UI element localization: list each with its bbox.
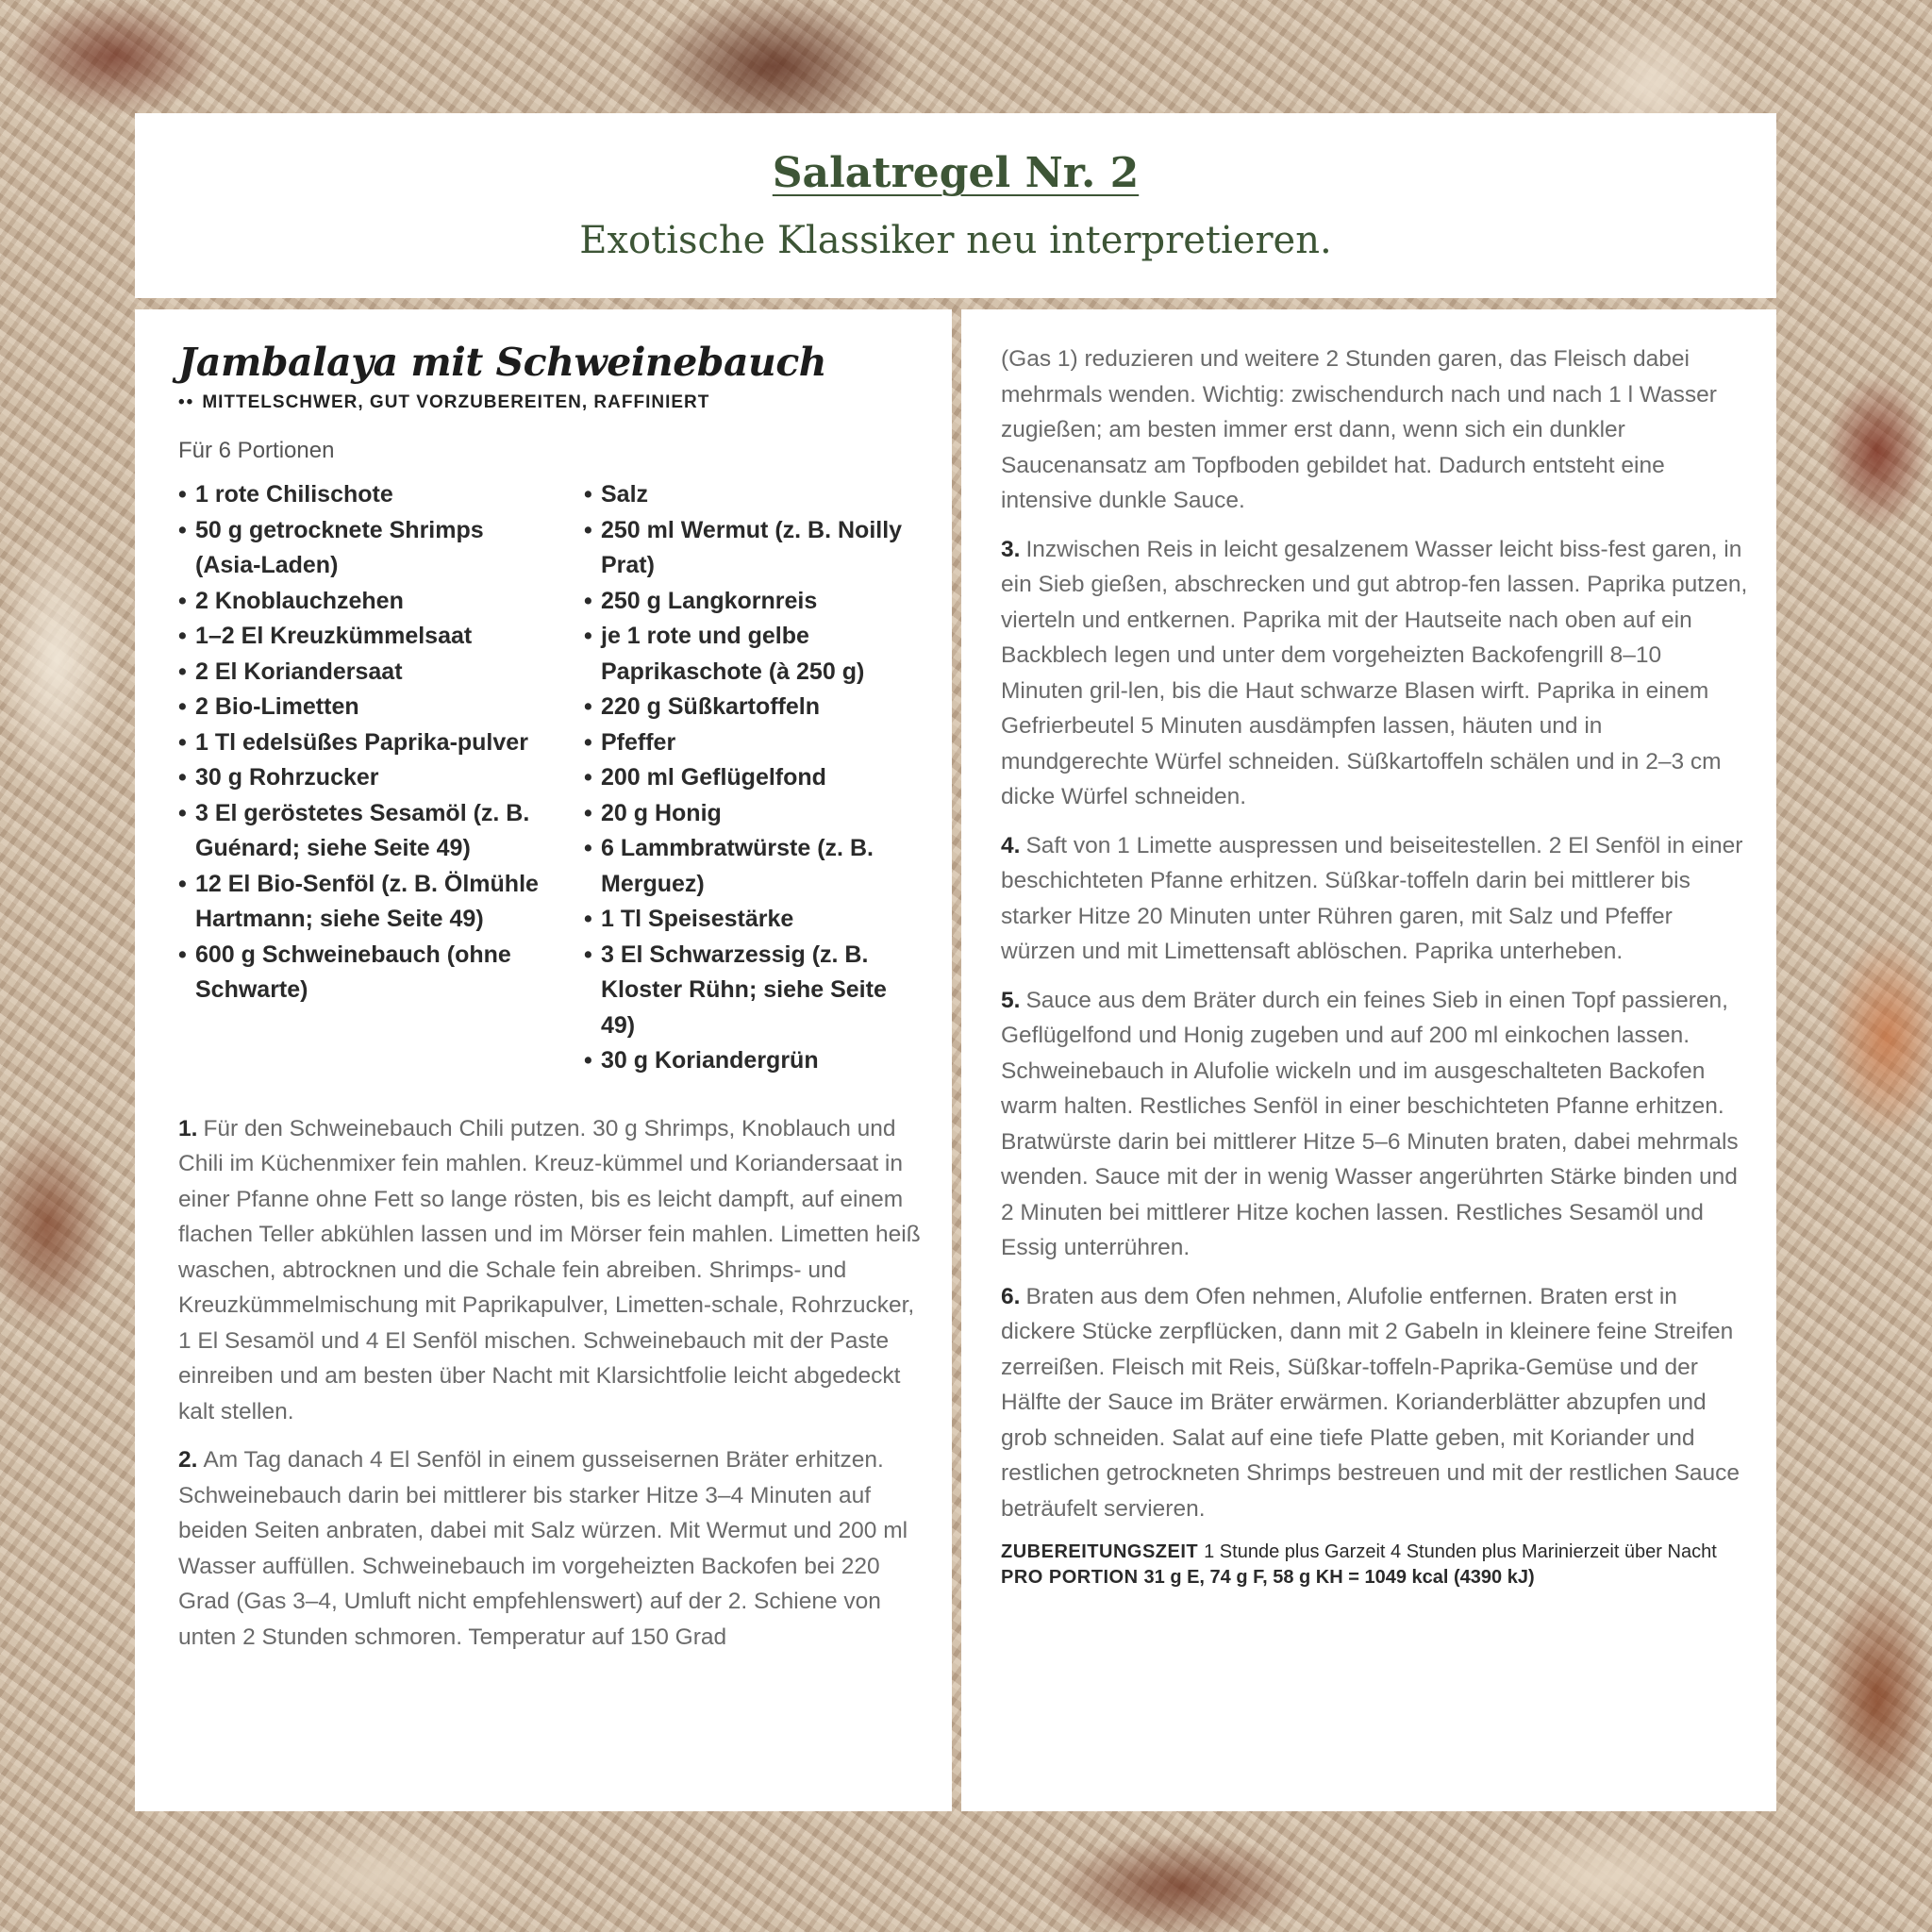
- step-text: Inzwischen Reis in leicht gesalzenem Wasser leicht biss-fest garen, in ein Sieb gießen, abschrecken und gut abtrop-fen lassen. Paprika putzen, vierteln und entkernen. Paprika mit der Hautseite nach oben auf ein Backblech legen und unter dem vorgeheizten Backofengrill 8–10 Minuten gril-len, bis die Haut schwarze Blasen wirft. Paprika in einem Gefrierbeutel 5 Minuten ausdämpfen lassen, häuten und in mundgerechte Würfel schneiden. Süßkartoffeln schälen und in 2–3 cm dicke Würfel schneiden.: [1001, 536, 1748, 809]
- step-6: [1001, 1279, 1750, 1527]
- step-text: Am Tag danach 4 El Senföl in einem gusseisernen Bräter erhitzen. Schweinebauch darin bei mittlerer bis starker Hitze 3–4 Minuten auf beiden Seiten anbraten, dabei mit Salz würzen. Mit Wermut und 200 ml Wasser auffüllen. Schweinebauch im vorgeheizten Backofen bei 220 Grad (Gas 3–4, Umluft nicht empfehlenswert) auf der 2. Schiene von unten 2 Stunden schmoren. Temperatur auf 150 Grad: [178, 1447, 908, 1650]
- tags-text: MITTELSCHWER, GUT VORZUBEREITEN, RAFFINIERT: [202, 392, 710, 412]
- step-number: 2.: [178, 1447, 198, 1473]
- step-number: 4.: [1001, 832, 1021, 858]
- prep-time-value: 1 Stunde plus Garzeit 4 Stunden plus Marinierzeit über Nacht: [1204, 1541, 1717, 1562]
- step-5: [1001, 983, 1750, 1266]
- step-number: 3.: [1001, 536, 1021, 562]
- left-column: [135, 309, 952, 1811]
- nutrition-facts: [1001, 1540, 1750, 1591]
- step-text: Sauce aus dem Bräter durch ein feines Sieb in einen Topf passieren, Geflügelfond und Honig zugeben und auf 200 ml einkochen lassen. Schweinebauch in Alufolie wickeln und im ausgeschalteten Backofen warm halten. Restliches Senföl in einer beschichteten Pfanne erhitzen. Bratwürste darin bei mittlerer Hitze 5–6 Minuten braten, dabei mehrmals wenden. Sauce mit der in wenig Wasser angerührten Stärke binden und 2 Minuten bei mittlerer Hitze kochen lassen. Restliches Sesamöl und Essig unterrühren.: [1001, 987, 1739, 1260]
- ingredient-item: • 50 g getrocknete Shrimps (Asia-Laden): [178, 513, 546, 584]
- steps-left: [178, 1111, 929, 1656]
- page-title: Salatregel Nr. 2: [772, 149, 1140, 197]
- page-subtitle: Exotische Klassiker neu interpretieren.: [579, 219, 1332, 262]
- step-1: [178, 1111, 929, 1430]
- difficulty-marker: ••: [178, 392, 195, 412]
- ingredients-right: [584, 477, 924, 1079]
- ingredient-item: • 2 El Koriandersaat: [178, 655, 546, 691]
- ingredient-item: • 1–2 El Kreuzkümmelsaat: [178, 619, 546, 655]
- step-number: 6.: [1001, 1283, 1021, 1309]
- ingredient-item: • 20 g Honig: [584, 796, 924, 832]
- step-text: Braten aus dem Ofen nehmen, Alufolie entfernen. Braten erst in dickere Stücke zerpflücken, dann mit 2 Gabeln in kleinere feine Streifen zerreißen. Fleisch mit Reis, Süßkar-toffeln-Paprika-Gemüse und der Hälfte der Sauce im Bräter erwärmen. Korianderblätter abzupfen und grob schneiden. Salat auf eine tiefe Platte geben, mit Koriander und restlichen getrockneten Shrimps bestreuen und mit der restlichen Sauce beträufelt servieren.: [1001, 1283, 1740, 1522]
- ingredient-item: • 220 g Süßkartoffeln: [584, 690, 924, 725]
- prep-time: [1001, 1540, 1750, 1565]
- step-3: [1001, 532, 1750, 815]
- ingredient-item: • Salz: [584, 477, 924, 513]
- per-portion-label: PRO PORTION: [1001, 1567, 1139, 1588]
- ingredient-item: • 2 Bio-Limetten: [178, 690, 546, 725]
- ingredient-item: • 30 g Koriandergrün: [584, 1043, 924, 1079]
- ingredient-item: • Pfeffer: [584, 725, 924, 761]
- title-panel: [135, 113, 1776, 298]
- ingredient-item: • 2 Knoblauchzehen: [178, 584, 546, 620]
- ingredients-left: [178, 477, 546, 1079]
- ingredient-item: • 250 g Langkornreis: [584, 584, 924, 620]
- ingredient-item: • 12 El Bio-Senföl (z. B. Ölmühle Hartmann; siehe Seite 49): [178, 867, 546, 938]
- ingredient-item: • 1 Tl edelsüßes Paprika-pulver: [178, 725, 546, 761]
- ingredient-item: • 200 ml Geflügelfond: [584, 760, 924, 796]
- step-2: [178, 1442, 929, 1655]
- ingredient-item: • 3 El geröstetes Sesamöl (z. B. Guénard; siehe Seite 49): [178, 796, 546, 867]
- per-portion: [1001, 1565, 1750, 1591]
- step-2-continued: (Gas 1) reduzieren und weitere 2 Stunden garen, das Fleisch dabei mehrmals wenden. Wichtig: zwischendurch nach und nach 1 l Wasser zugießen; am besten immer erst dann, wenn sich ein dunkler Saucenansatz am Topfboden gebildet hat. Dadurch entsteht eine intensive dunkle Sauce.: [1001, 346, 1717, 513]
- step-text: Saft von 1 Limette auspressen und beiseitestellen. 2 El Senföl in einer beschichteten Pfanne erhitzen. Süßkar-toffeln darin bei mittlerer bis starker Hitze 20 Minuten unter Rühren garen, mit Salz und Pfeffer würzen und mit Limettensaft ablöschen. Paprika unterheben.: [1001, 832, 1743, 964]
- step-number: 1.: [178, 1115, 198, 1141]
- recipe-tags: [178, 392, 929, 413]
- ingredient-item: • 30 g Rohrzucker: [178, 760, 546, 796]
- prep-time-label: ZUBEREITUNGSZEIT: [1001, 1541, 1199, 1562]
- ingredient-item: • je 1 rote und gelbe Paprikaschote (à 250 g): [584, 619, 924, 690]
- recipe-title: Jambalaya mit Schweinebauch: [178, 340, 827, 385]
- step-text: Für den Schweinebauch Chili putzen. 30 g Shrimps, Knoblauch und Chili im Küchenmixer fein mahlen. Kreuz-kümmel und Koriandersaat in einer Pfanne ohne Fett so lange rösten, bis es leicht dampft, auf einem flachen Teller abkühlen lassen und im Mörser fein mahlen. Limetten heiß waschen, abtrocknen und die Schale fein abreiben. Shrimps- und Kreuzkümmelmischung mit Paprikapulver, Limetten-schale, Rohrzucker, 1 El Sesamöl und 4 El Senföl mischen. Schweinebauch mit der Paste einreiben und am besten über Nacht mit Klarsichtfolie leicht abgedeckt kalt stellen.: [178, 1115, 921, 1424]
- ingredient-item: • 1 Tl Speisestärke: [584, 902, 924, 938]
- ingredient-item: • 6 Lammbratwürste (z. B. Merguez): [584, 831, 924, 902]
- ingredient-item: • 250 ml Wermut (z. B. Noilly Prat): [584, 513, 924, 584]
- per-portion-value: 31 g E, 74 g F, 58 g KH = 1049 kcal (4390 kJ): [1143, 1567, 1535, 1588]
- step-4: [1001, 828, 1750, 970]
- portions: Für 6 Portionen: [178, 438, 335, 463]
- right-column: [961, 309, 1776, 1811]
- ingredient-item: • 3 El Schwarzessig (z. B. Kloster Rühn; siehe Seite 49): [584, 938, 924, 1044]
- ingredient-item: • 1 rote Chilischote: [178, 477, 546, 513]
- step-number: 5.: [1001, 987, 1021, 1013]
- ingredient-list: [178, 477, 929, 1079]
- ingredient-item: • 600 g Schweinebauch (ohne Schwarte): [178, 938, 546, 1008]
